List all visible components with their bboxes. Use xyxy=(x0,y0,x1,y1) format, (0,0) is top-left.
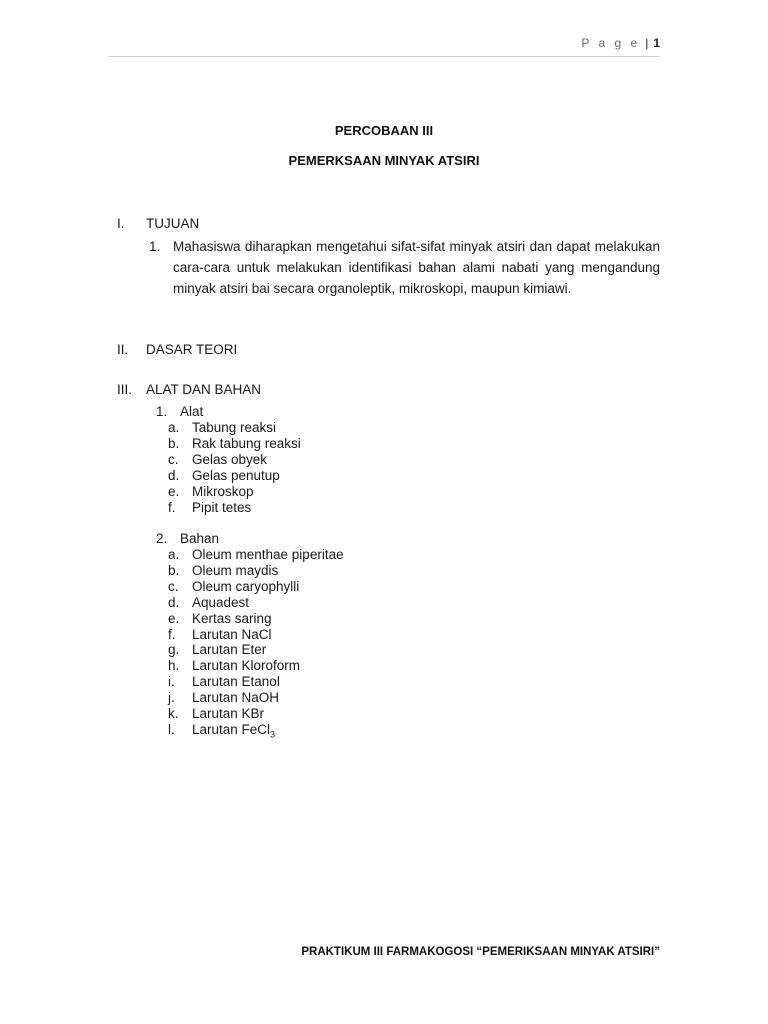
item-text: Oleum maydis xyxy=(192,562,279,578)
item-letter: l. xyxy=(168,721,175,737)
subsection-number: 1. xyxy=(156,404,168,419)
section-title: TUJUAN xyxy=(146,216,200,231)
section-number: I. xyxy=(117,216,125,231)
section-number: II. xyxy=(117,342,129,357)
page-label: P a g e xyxy=(581,36,641,50)
section-alat-dan-bahan xyxy=(117,382,261,397)
list-item xyxy=(168,468,301,484)
bahan-list xyxy=(168,547,344,744)
item-text: Mahasiswa diharapkan mengetahui sifat-sifat minyak atsiri dan dapat melakukan cara-cara untuk melakukan identifikasi bahan alami nabati yang mengandung minyak atsiri bai secara organoleptik, mikroskopi, maupun kimiawi. xyxy=(173,239,660,296)
document-title: PERCOBAAN III xyxy=(334,123,434,138)
document-subtitle: PEMERKSAAN MINYAK ATSIRI xyxy=(288,153,480,168)
tujuan-item xyxy=(149,236,660,299)
page-separator: | xyxy=(645,36,649,50)
item-letter: d. xyxy=(168,594,180,610)
list-item xyxy=(168,547,344,563)
item-text: Larutan NaOH xyxy=(192,690,280,706)
list-item xyxy=(168,658,344,674)
subsection-alat xyxy=(156,404,203,419)
list-item xyxy=(168,722,344,744)
alat-list xyxy=(168,420,301,515)
item-text: Rak tabung reaksi xyxy=(192,435,301,451)
item-text: Kertas saring xyxy=(192,610,272,626)
item-text: Larutan NaCl xyxy=(192,626,272,642)
list-item xyxy=(168,500,301,516)
list-item xyxy=(168,436,301,452)
list-item xyxy=(168,484,301,500)
item-letter: b. xyxy=(168,435,180,451)
item-letter: h. xyxy=(168,658,180,674)
item-text: Larutan Kloroform xyxy=(192,658,301,674)
item-letter: c. xyxy=(168,578,179,594)
page-header xyxy=(108,36,660,57)
item-letter: c. xyxy=(168,451,179,467)
section-dasar-teori xyxy=(117,342,237,357)
item-letter: a. xyxy=(168,547,180,562)
list-item xyxy=(168,674,344,690)
item-letter: b. xyxy=(168,562,180,578)
item-letter: f. xyxy=(168,499,176,515)
subsection-number: 2. xyxy=(156,531,168,546)
list-item xyxy=(168,420,301,436)
page-number: 1 xyxy=(653,36,660,50)
item-text: Oleum menthae piperitae xyxy=(192,547,344,562)
item-text-subscript: 3 xyxy=(270,729,276,740)
item-text: Pipit tetes xyxy=(192,499,252,515)
section-number: III. xyxy=(117,382,133,397)
item-text-main: Larutan FeCl xyxy=(192,721,271,737)
item-letter: d. xyxy=(168,467,180,483)
list-item xyxy=(168,579,344,595)
item-text: Oleum caryophylli xyxy=(192,578,300,594)
item-letter: f. xyxy=(168,626,176,642)
subsection-title: Bahan xyxy=(180,531,220,546)
item-text: Aquadest xyxy=(192,594,250,610)
list-item xyxy=(168,563,344,579)
item-text: Larutan KBr xyxy=(192,706,265,722)
list-item xyxy=(168,690,344,706)
list-item xyxy=(168,452,301,468)
item-number: 1. xyxy=(149,239,161,254)
item-text xyxy=(192,722,275,744)
list-item xyxy=(168,611,344,627)
list-item xyxy=(168,595,344,611)
item-text: Mikroskop xyxy=(192,483,254,499)
list-item xyxy=(168,642,344,658)
item-letter: e. xyxy=(168,483,180,499)
item-text: Larutan Etanol xyxy=(192,674,280,690)
item-letter: i. xyxy=(168,674,175,690)
item-text: Gelas obyek xyxy=(192,451,268,467)
item-letter: e. xyxy=(168,610,180,626)
list-item xyxy=(168,627,344,643)
section-title: DASAR TEORI xyxy=(146,342,238,357)
list-item xyxy=(168,706,344,722)
item-text: Larutan Eter xyxy=(192,642,267,658)
item-letter: g. xyxy=(168,642,180,658)
page-footer: PRAKTIKUM III FARMAKOGOSI “PEMERIKSAAN MINYAK ATSIRI” xyxy=(301,946,660,958)
item-text: Gelas penutup xyxy=(192,467,280,483)
item-letter: a. xyxy=(168,420,180,435)
item-text: Tabung reaksi xyxy=(192,420,277,435)
section-title: ALAT DAN BAHAN xyxy=(146,382,262,397)
section-tujuan xyxy=(117,216,199,231)
item-letter: k. xyxy=(168,706,179,722)
subsection-bahan xyxy=(156,531,219,546)
subsection-title: Alat xyxy=(180,404,204,419)
item-letter: j. xyxy=(168,690,175,706)
